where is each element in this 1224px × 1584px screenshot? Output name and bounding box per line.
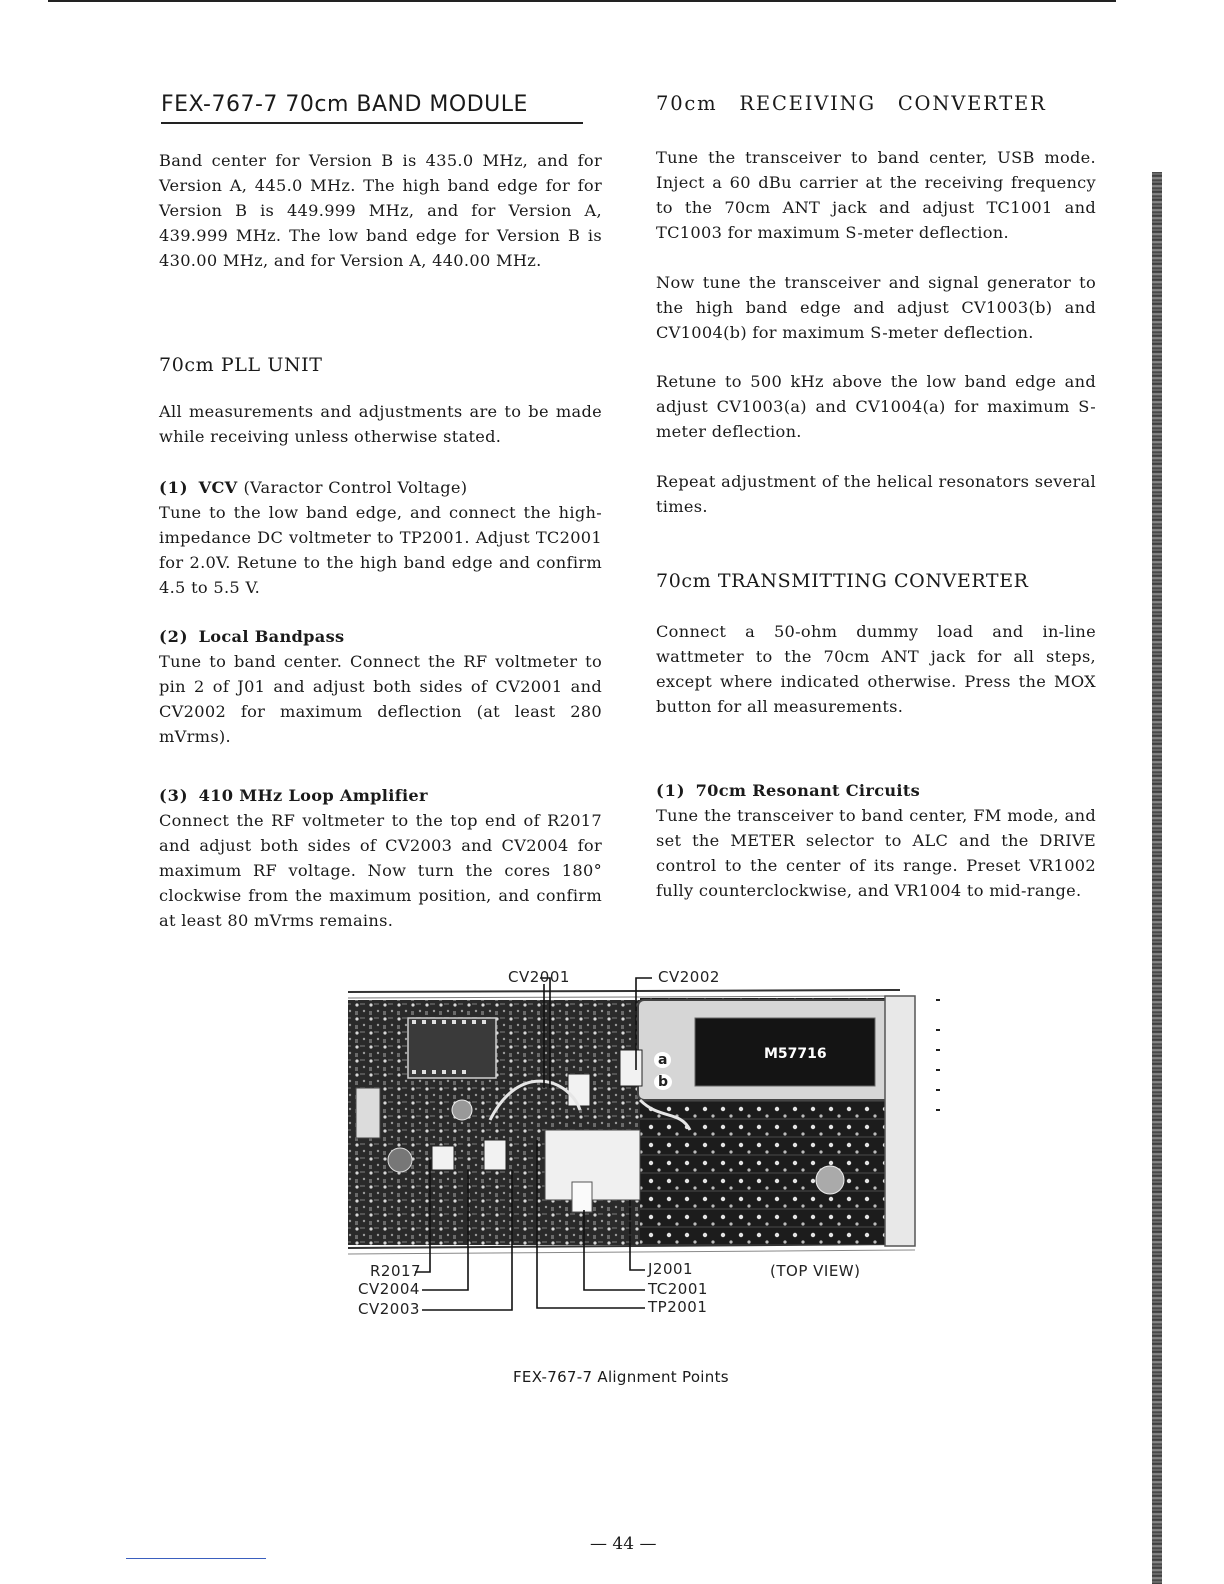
- intro-paragraph: Band center for Version B is 435.0 MHz, and for Version A, 445.0 MHz. The high band edge for for Version B is 449.999 MHz, and for Version A, 439.999 MHz. The low band edge for Version B is 430.00 MHz, and for Version A, 440.00 MHz.: [159, 151, 602, 270]
- callout-tp2001: TP2001: [648, 1298, 708, 1316]
- pll-intro: All measurements and adjustments are to be made while receiving unless otherwise stated.: [159, 402, 602, 446]
- step-resonant-circuits: (1) 70cm Resonant Circuits Tune the transceiver to band center, FM mode, and set the METER selector to ALC and the DRIVE control to the center of its range. Preset VR1002 fully counterclockwise, and VR1004 to mid-range.: [656, 778, 1096, 903]
- pll-heading: 70cm PLL UNIT: [159, 354, 323, 376]
- callout-cv2004: CV2004: [358, 1280, 420, 1298]
- step-vcv: (1) VCV (Varactor Control Voltage) Tune to the low band edge, and connect the high-impedance DC voltmeter to TP2001. Adjust TC2001 for 2.0V. Retune to the high band edge and confirm 4.5 to 5.5 V.: [159, 475, 602, 600]
- rx-para-4: Repeat adjustment of the helical resonators several times.: [656, 472, 1096, 516]
- marker-b: b: [654, 1074, 672, 1090]
- callout-tc2001: TC2001: [648, 1280, 708, 1298]
- callout-cv2003: CV2003: [358, 1300, 420, 1318]
- callout-j2001: J2001: [648, 1260, 694, 1278]
- top-rule: [48, 0, 1116, 2]
- step-label: (1) 70cm Resonant Circuits: [656, 781, 921, 800]
- step-label: (3) 410 MHz Loop Amplifier: [159, 786, 428, 805]
- page-title: FEX-767-7 70cm BAND MODULE: [161, 92, 583, 124]
- marker-a: a: [654, 1052, 671, 1068]
- top-view-label: (TOP VIEW): [770, 1262, 861, 1280]
- rx-converter-heading: 70cm RECEIVING CONVERTER: [656, 92, 1047, 115]
- step-loop-amplifier: (3) 410 MHz Loop Amplifier Connect the RF voltmeter to the top end of R2017 and adjust both sides of CV2003 and CV2004 for maximum RF voltage. Now turn the cores 180° clockwise from the maximum position, and confirm at least 80 mVrms remains.: [159, 783, 602, 933]
- figure-caption: FEX-767-7 Alignment Points: [513, 1368, 729, 1386]
- page-number: — 44 —: [590, 1534, 657, 1554]
- scan-edge-strip: [1152, 172, 1162, 1584]
- chip-label: M57716: [764, 1046, 827, 1062]
- rx-para-2: Now tune the transceiver and signal generator to the high band edge and adjust CV1003(b) and CV1004(b) for maximum S-meter deflection.: [656, 273, 1096, 342]
- rx-para-1: Tune the transceiver to band center, USB mode. Inject a 60 dBu carrier at the receiving frequency to the 70cm ANT jack and adjust TC1001 and TC1003 for maximum S-meter deflection.: [656, 148, 1096, 242]
- tx-converter-heading: 70cm TRANSMITTING CONVERTER: [656, 570, 1029, 592]
- step-label: (2) Local Bandpass: [159, 627, 345, 646]
- callout-r2017: R2017: [370, 1262, 422, 1280]
- tx-intro: Connect a 50-ohm dummy load and in-line wattmeter to the 70cm ANT jack for all steps, except where indicated otherwise. Press the MOX button for all measurements.: [656, 622, 1096, 716]
- footnote-rule: [126, 1558, 266, 1559]
- alignment-figure: [340, 960, 940, 1320]
- step-local-bandpass: (2) Local Bandpass Tune to band center. Connect the RF voltmeter to pin 2 of J01 and adjust both sides of CV2001 and CV2002 for maximum deflection (at least 280 mVrms).: [159, 624, 602, 749]
- callout-cv2002: CV2002: [658, 968, 720, 986]
- rx-para-3: Retune to 500 kHz above the low band edge and adjust CV1003(a) and CV1004(a) for maximum S-meter deflection.: [656, 372, 1096, 441]
- step-label: (1) VCV (Varactor Control Voltage): [159, 478, 468, 497]
- callout-cv2001: CV2001: [508, 968, 570, 986]
